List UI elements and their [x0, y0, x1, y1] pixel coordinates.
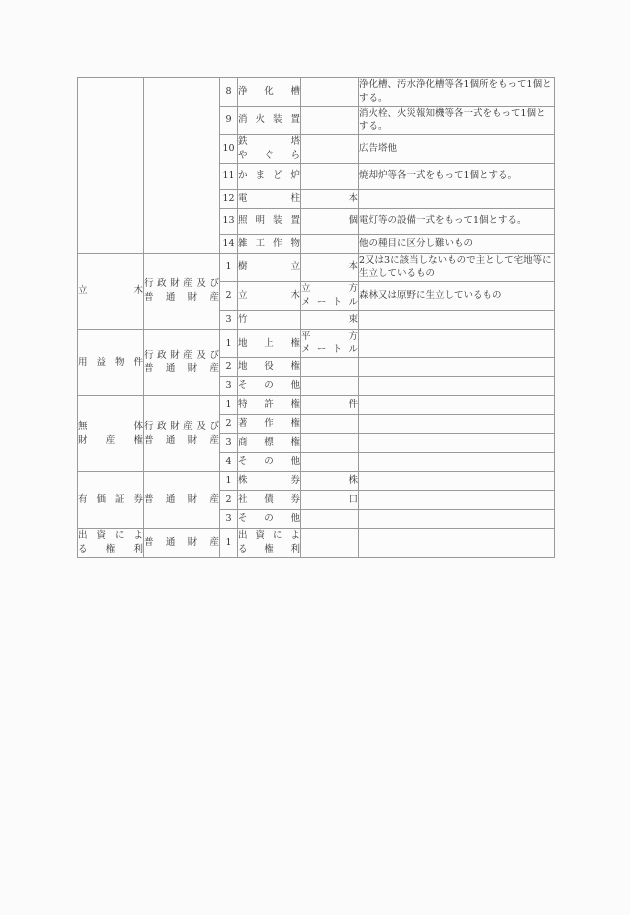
cell-description [359, 310, 555, 329]
cell-description: 森林又は原野に生立しているもの [359, 282, 555, 311]
cell-unit [301, 377, 359, 396]
item-label: 消 火 装 置 [238, 114, 300, 126]
cell-item-number: 12 [220, 189, 238, 208]
unit-label: 個 [348, 215, 358, 227]
cell-description [359, 453, 555, 472]
cell-unit [301, 106, 359, 135]
cell-description: 浄化槽、汚水浄化槽等各1個所をもって1個とする。 [359, 78, 555, 107]
item-label: 鉄 塔 や ぐ ら [238, 136, 300, 161]
table-row [78, 78, 555, 107]
cell-item-number: 3 [220, 510, 238, 529]
cell-description: 広告塔他 [359, 135, 555, 164]
cell-description: 消火栓、火災報知機等各一式をもって1個とする。 [359, 106, 555, 135]
cell-unit [301, 529, 359, 558]
cell-unit [301, 234, 359, 253]
cell-item-number: 2 [220, 282, 238, 311]
unit-label: 件 [348, 399, 358, 411]
category-label: 有価証券 [78, 494, 143, 506]
kind-label: 行政財産及び 普 通 財 産 [144, 420, 219, 446]
cell-description [359, 472, 555, 491]
cell-unit [301, 329, 359, 358]
cell-item-name [238, 253, 301, 282]
cell-item-name [238, 472, 301, 491]
cell-item-name [238, 189, 301, 208]
cell-kind [144, 529, 220, 558]
asset-classification-table [77, 77, 555, 558]
cell-category [78, 396, 144, 472]
item-label: 雑 工 作 物 [238, 237, 300, 249]
category-label: 無 体 財 産 権 [78, 420, 143, 446]
item-label: 立 木 [238, 290, 300, 301]
cell-description [359, 189, 555, 208]
item-label: 商 標 権 [238, 437, 300, 449]
unit-label: 束 [348, 313, 358, 325]
cell-item-name [238, 310, 301, 329]
cell-item-name [238, 78, 301, 107]
cell-unit [301, 310, 359, 329]
cell-item-name [238, 135, 301, 164]
item-label: 地 上 権 [238, 337, 300, 349]
cell-item-number: 11 [220, 163, 238, 189]
cell-unit [301, 434, 359, 453]
table-body [78, 78, 555, 558]
cell-unit [301, 510, 359, 529]
category-label: 出資によ る 権 利 [78, 530, 143, 555]
cell-item-name [238, 510, 301, 529]
cell-description [359, 396, 555, 415]
cell-unit [301, 453, 359, 472]
cell-item-number: 14 [220, 234, 238, 253]
item-label: 出資によ る 権 利 [238, 530, 300, 555]
cell-description [359, 510, 555, 529]
cell-unit [301, 472, 359, 491]
cell-kind [144, 253, 220, 329]
cell-description [359, 491, 555, 510]
cell-item-number: 3 [220, 377, 238, 396]
cell-kind [144, 78, 220, 254]
unit-label: 本 [348, 192, 358, 204]
item-label: 照 明 装 置 [238, 215, 300, 227]
cell-category [78, 329, 144, 396]
cell-item-name [238, 234, 301, 253]
unit-label: 株 [348, 475, 358, 487]
cell-unit [301, 135, 359, 164]
cell-description [359, 529, 555, 558]
cell-item-number: 3 [220, 310, 238, 329]
cell-unit [301, 491, 359, 510]
cell-unit [301, 282, 359, 311]
cell-item-number: 4 [220, 453, 238, 472]
table-row [78, 529, 555, 558]
cell-item-number: 1 [220, 529, 238, 558]
item-label: そ の 他 [238, 456, 300, 468]
cell-item-number: 1 [220, 329, 238, 358]
cell-description [359, 358, 555, 377]
cell-item-number: 8 [220, 78, 238, 107]
kind-label: 普 通 財 産 [144, 537, 219, 549]
cell-unit [301, 189, 359, 208]
cell-item-name [238, 106, 301, 135]
cell-item-name [238, 329, 301, 358]
unit-label: 立 方 メ ー ト ル [301, 283, 358, 308]
unit-label: 平 方 メ ー ト ル [301, 330, 358, 356]
cell-unit [301, 396, 359, 415]
cell-item-name [238, 491, 301, 510]
cell-item-number: 1 [220, 396, 238, 415]
cell-description [359, 377, 555, 396]
category-label: 立 木 [78, 285, 143, 297]
table-row [78, 329, 555, 358]
cell-item-name [238, 529, 301, 558]
cell-item-name [238, 282, 301, 311]
kind-label: 普 通 財 産 [144, 494, 219, 506]
cell-unit [301, 415, 359, 434]
cell-item-number: 2 [220, 358, 238, 377]
cell-item-number: 2 [220, 491, 238, 510]
cell-category [78, 529, 144, 558]
item-label: かまど炉 [238, 170, 300, 182]
item-label: 竹 [238, 313, 248, 325]
kind-label: 行政財産及び 普 通 財 産 [144, 278, 219, 304]
cell-item-name [238, 163, 301, 189]
cell-item-name [238, 453, 301, 472]
item-label: 地 役 権 [238, 361, 300, 373]
cell-description [359, 329, 555, 358]
unit-label: 口 [348, 494, 358, 506]
cell-unit [301, 208, 359, 234]
cell-category [78, 253, 144, 329]
cell-kind [144, 329, 220, 396]
item-label: 社 債 券 [238, 494, 300, 506]
table-row [78, 253, 555, 282]
table-row [78, 396, 555, 415]
cell-description: 電灯等の設備一式をもって1個とする。 [359, 208, 555, 234]
cell-item-name [238, 396, 301, 415]
cell-item-number: 1 [220, 253, 238, 282]
cell-kind [144, 472, 220, 529]
cell-item-number: 10 [220, 135, 238, 164]
cell-item-number: 2 [220, 415, 238, 434]
table-row [78, 472, 555, 491]
cell-unit [301, 163, 359, 189]
cell-item-name [238, 208, 301, 234]
cell-description: 他の種目に区分し難いもの [359, 234, 555, 253]
cell-description [359, 415, 555, 434]
item-label: 樹 立 [238, 261, 300, 273]
item-label: 特 許 権 [238, 399, 300, 411]
cell-category [78, 472, 144, 529]
cell-item-name [238, 434, 301, 453]
cell-unit [301, 78, 359, 107]
cell-description: 焼却炉等各一式をもって1個とする。 [359, 163, 555, 189]
cell-item-number: 9 [220, 106, 238, 135]
cell-item-name [238, 415, 301, 434]
cell-description: 2又は3に該当しないもので主として宅地等に生立しているもの [359, 253, 555, 282]
cell-item-name [238, 377, 301, 396]
item-label: そ の 他 [238, 513, 300, 525]
item-label: 浄 化 槽 [238, 85, 300, 97]
cell-unit [301, 253, 359, 282]
item-label: 株 券 [238, 475, 300, 487]
kind-label: 行政財産及び 普 通 財 産 [144, 349, 219, 375]
category-label: 用益物件 [78, 356, 143, 368]
item-label: そ の 他 [238, 380, 300, 392]
cell-category [78, 78, 144, 254]
item-label: 電 柱 [238, 192, 300, 204]
cell-kind [144, 396, 220, 472]
unit-label: 本 [348, 261, 358, 273]
cell-description [359, 434, 555, 453]
item-label: 著 作 権 [238, 418, 300, 430]
cell-item-number: 13 [220, 208, 238, 234]
cell-unit [301, 358, 359, 377]
cell-item-number: 3 [220, 434, 238, 453]
cell-item-number: 1 [220, 472, 238, 491]
cell-item-name [238, 358, 301, 377]
